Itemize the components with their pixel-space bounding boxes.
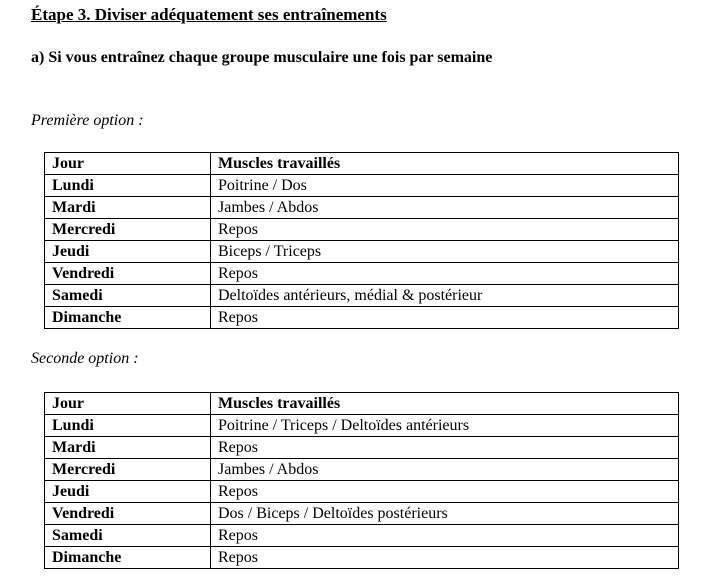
muscles-cell: Jambes / Abdos [211,459,679,481]
muscles-cell: Deltoïdes antérieurs, médial & postérieur [211,285,679,307]
table-row [45,219,679,241]
subsection-heading: a) Si vous entraînez chaque groupe musculaire une fois par semaine [31,49,493,66]
column-header-muscles: Muscles travaillés [211,153,679,175]
column-header-muscles: Muscles travaillés [211,393,679,415]
day-cell: Dimanche [45,307,211,329]
day-cell: Mercredi [45,459,211,481]
day-cell: Samedi [45,525,211,547]
muscles-cell: Jambes / Abdos [211,197,679,219]
option-2-label: Seconde option : [31,350,139,367]
table-row [45,175,679,197]
muscles-cell: Dos / Biceps / Deltoïdes postérieurs [211,503,679,525]
table-row [45,481,679,503]
day-cell: Lundi [45,415,211,437]
table-header-row [45,393,679,415]
table-row [45,437,679,459]
table-row [45,197,679,219]
day-cell: Dimanche [45,547,211,569]
table-row [45,415,679,437]
muscles-cell: Repos [211,219,679,241]
option-1-label: Première option : [31,112,144,129]
column-header-day: Jour [45,393,211,415]
table-row [45,459,679,481]
muscles-cell: Poitrine / Dos [211,175,679,197]
table-row [45,285,679,307]
day-cell: Mardi [45,437,211,459]
day-cell: Jeudi [45,481,211,503]
day-cell: Vendredi [45,503,211,525]
day-cell: Samedi [45,285,211,307]
table-row [45,525,679,547]
muscles-cell: Poitrine / Triceps / Deltoïdes antérieurs [211,415,679,437]
table-row [45,263,679,285]
muscles-cell: Repos [211,437,679,459]
table-row [45,307,679,329]
option-1-schedule-table [44,152,679,329]
section-heading: Étape 3. Diviser adéquatement ses entraînements [31,5,387,24]
muscles-cell: Repos [211,525,679,547]
table-row [45,547,679,569]
option-2-schedule-table [44,392,679,569]
day-cell: Jeudi [45,241,211,263]
muscles-cell: Repos [211,481,679,503]
table-header-row [45,153,679,175]
table-row [45,241,679,263]
day-cell: Lundi [45,175,211,197]
day-cell: Vendredi [45,263,211,285]
day-cell: Mardi [45,197,211,219]
muscles-cell: Biceps / Triceps [211,241,679,263]
muscles-cell: Repos [211,263,679,285]
table-row [45,503,679,525]
day-cell: Mercredi [45,219,211,241]
column-header-day: Jour [45,153,211,175]
muscles-cell: Repos [211,547,679,569]
muscles-cell: Repos [211,307,679,329]
